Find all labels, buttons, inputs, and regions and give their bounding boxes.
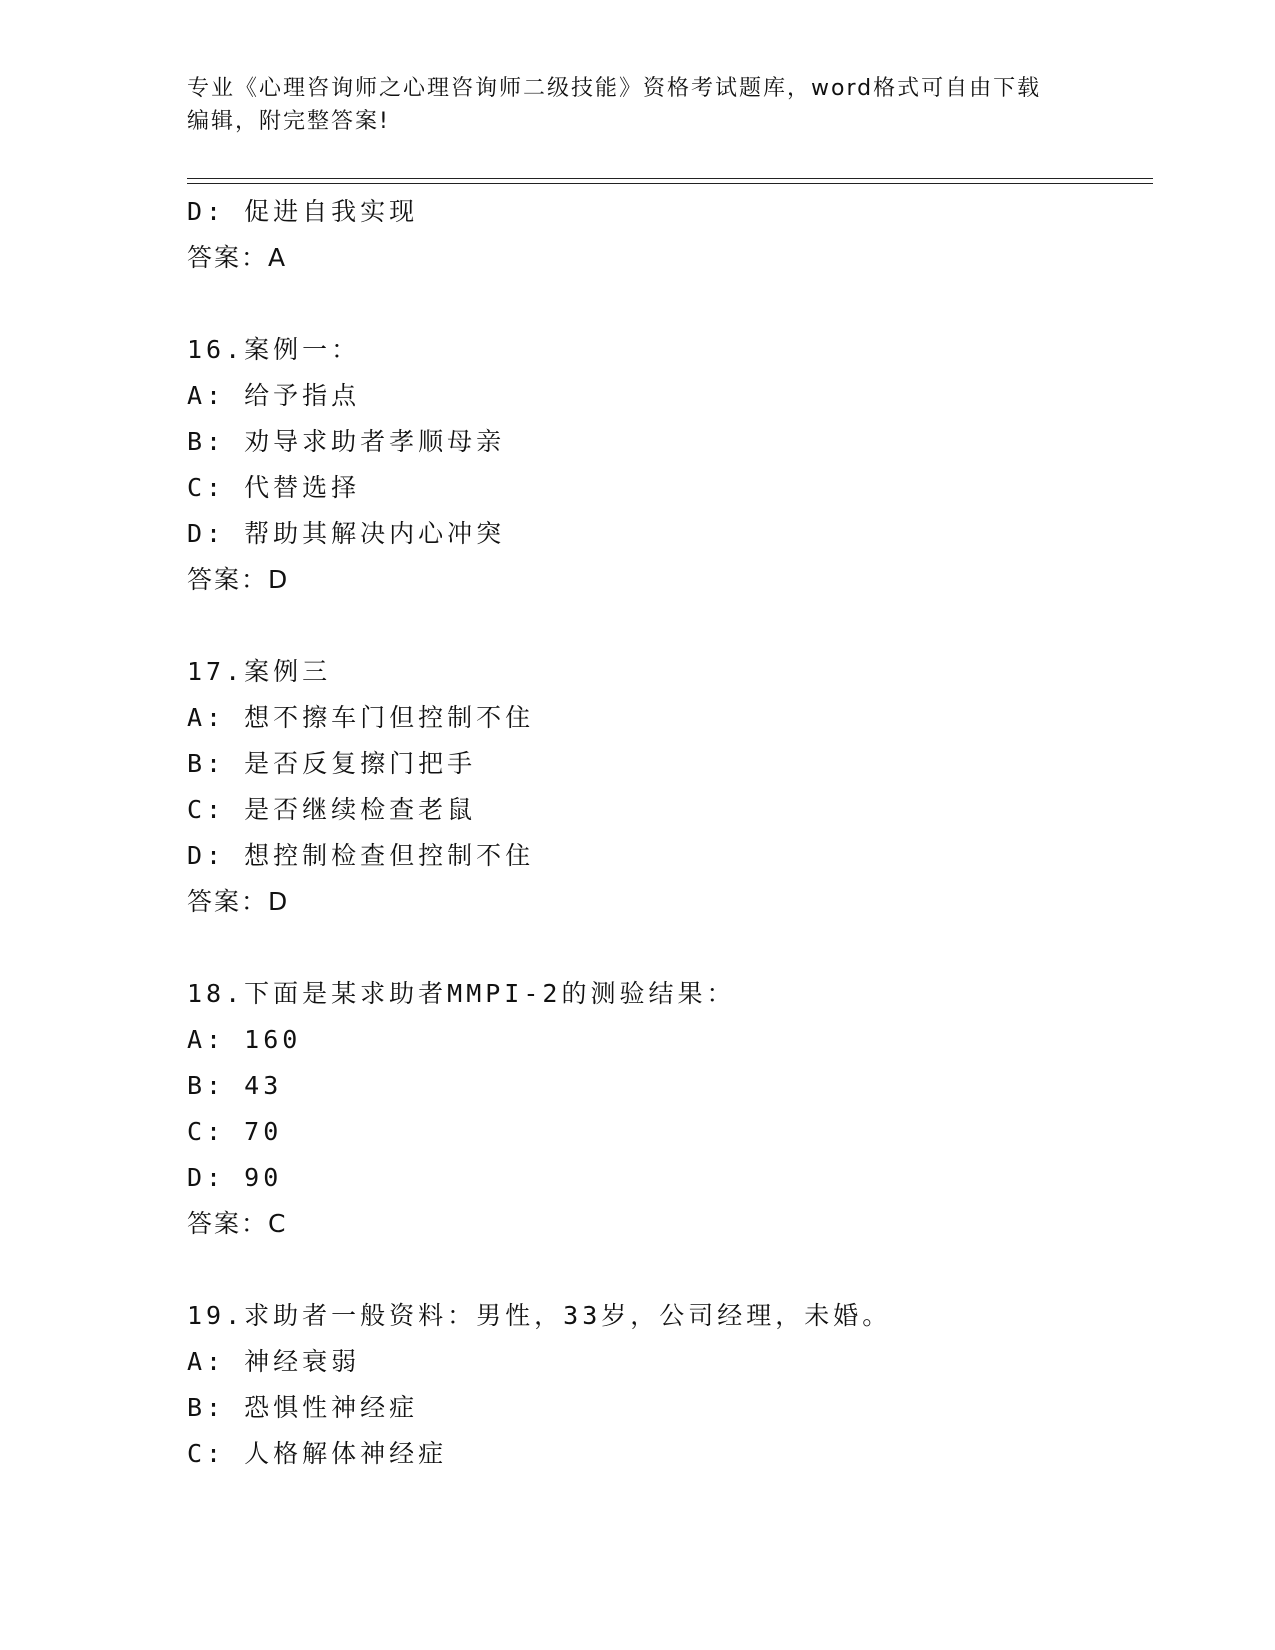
option-c: C: 是否继续检查老鼠 [187, 795, 477, 824]
header-line-2: 编辑，附完整答案! [187, 109, 390, 134]
option-b: B: 43 [187, 1071, 283, 1100]
option-b: B: 是否反复擦门把手 [187, 749, 477, 778]
question-17 [187, 649, 1147, 925]
question-18 [187, 971, 1147, 1247]
header-line-1: 专业《心理咨询师之心理咨询师二级技能》资格考试题库，word格式可自由下载 [187, 76, 1042, 101]
question-16 [187, 327, 1147, 603]
spacer [187, 281, 1147, 327]
spacer [187, 1247, 1147, 1293]
question-stem: 19.求助者一般资料：男性，33岁，公司经理，未婚。 [187, 1301, 892, 1330]
option-c: C: 人格解体神经症 [187, 1439, 448, 1468]
option-c: C: 代替选择 [187, 473, 361, 502]
spacer [187, 603, 1147, 649]
option-b: B: 恐惧性神经症 [187, 1393, 419, 1422]
question-stem: 17.案例三 [187, 657, 332, 686]
question-list [187, 189, 1147, 1477]
question-stem: 16.案例一： [187, 335, 361, 364]
header-divider-top [187, 178, 1153, 179]
answer-line: 答案：D [187, 565, 290, 594]
spacer [187, 925, 1147, 971]
document-header [187, 72, 1087, 138]
header-divider-bottom [187, 183, 1153, 184]
question-stem: 18.下面是某求助者MMPI-2的测验结果： [187, 979, 736, 1008]
option-a: A: 160 [187, 1025, 302, 1054]
option-a: A: 想不擦车门但控制不住 [187, 703, 535, 732]
option-d: D: 90 [187, 1163, 283, 1192]
option-b: B: 劝导求助者孝顺母亲 [187, 427, 506, 456]
option-a: A: 神经衰弱 [187, 1347, 361, 1376]
question-19 [187, 1293, 1147, 1477]
answer-line: 答案：C [187, 1209, 288, 1238]
option-d: D: 想控制检查但控制不住 [187, 841, 535, 870]
partial-question-15 [187, 189, 1147, 281]
option-c: C: 70 [187, 1117, 283, 1146]
answer-line: 答案：D [187, 887, 290, 916]
option-d: D: 促进自我实现 [187, 197, 419, 226]
option-a: A: 给予指点 [187, 381, 361, 410]
option-d: D: 帮助其解决内心冲突 [187, 519, 506, 548]
answer-line: 答案：A [187, 243, 288, 272]
